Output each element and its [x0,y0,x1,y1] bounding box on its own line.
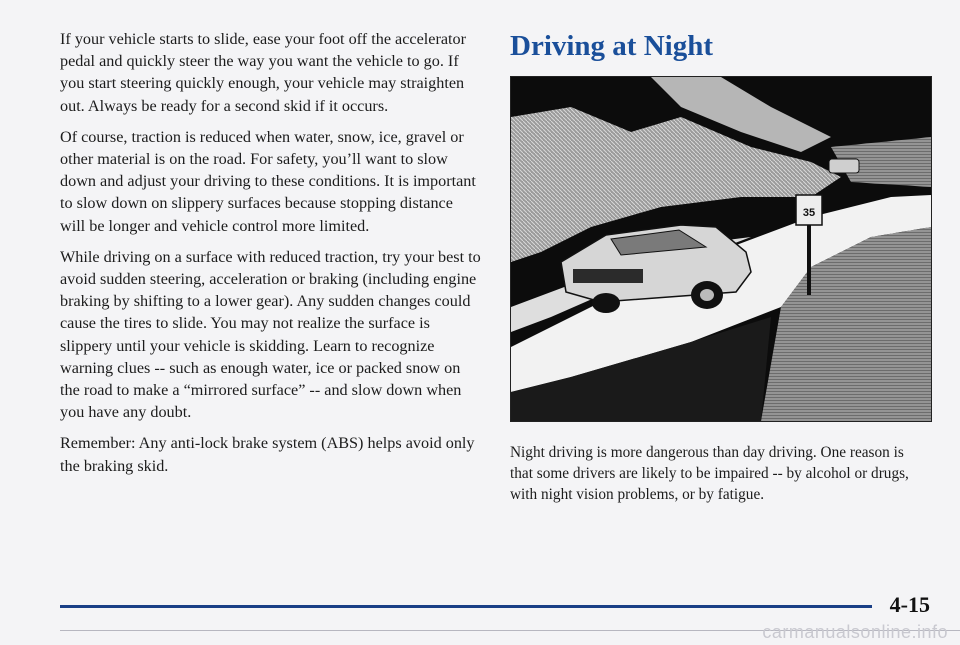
body-text-column [60,28,482,486]
sign-speed-value: 35 [802,207,816,219]
footer-rule [60,605,872,608]
night-scene-svg [511,77,931,421]
watermark: carmanualsonline.info [762,622,948,642]
paragraph-avoid-sudden-changes: While driving on a surface with reduced traction, try your best to avoid sudden steering, acceleration or braking (including engine braking by shifting to a lower gear). Any sudden changes could cause the tires to slide. You may not realize the surface is slippery until your vehicle is skidding. Learn to recognize warning clues -- such as enough water, ice or packed snow on the road to make a “mirrored surface” -- and slow down when you have any doubt. [60,247,481,422]
night-driving-caption: Night driving is more dangerous than day driving. One reason is that some drivers are likely to be impaired -- by alcohol or drugs, with night vision problems, or by fatigue. [510,444,909,503]
section-heading: Driving at Night [510,30,713,62]
paragraph-abs-note: Remember: Any anti-lock brake system (ABS) helps avoid only the braking skid. [60,434,475,475]
night-driving-illustration [510,76,932,422]
night-driving-section [510,28,935,503]
paragraph-skid-recovery: If your vehicle starts to slide, ease your foot off the accelerator pedal and quickly steer the way you want the vehicle to go. If you start steering quickly enough, your vehicle may straighten out. Always be ready for a second skid if it occurs. [60,30,467,115]
distant-vehicle [829,159,859,173]
paragraph-reduced-traction: Of course, traction is reduced when water, snow, ice, gravel or other material is on the road. For safety, you’ll want to slow down and adjust your driving to these conditions. It is important to slow down on slippery surfaces because stopping distance will be longer and vehicle control more limited. [60,127,476,235]
page-number: 4-15 [889,592,930,617]
